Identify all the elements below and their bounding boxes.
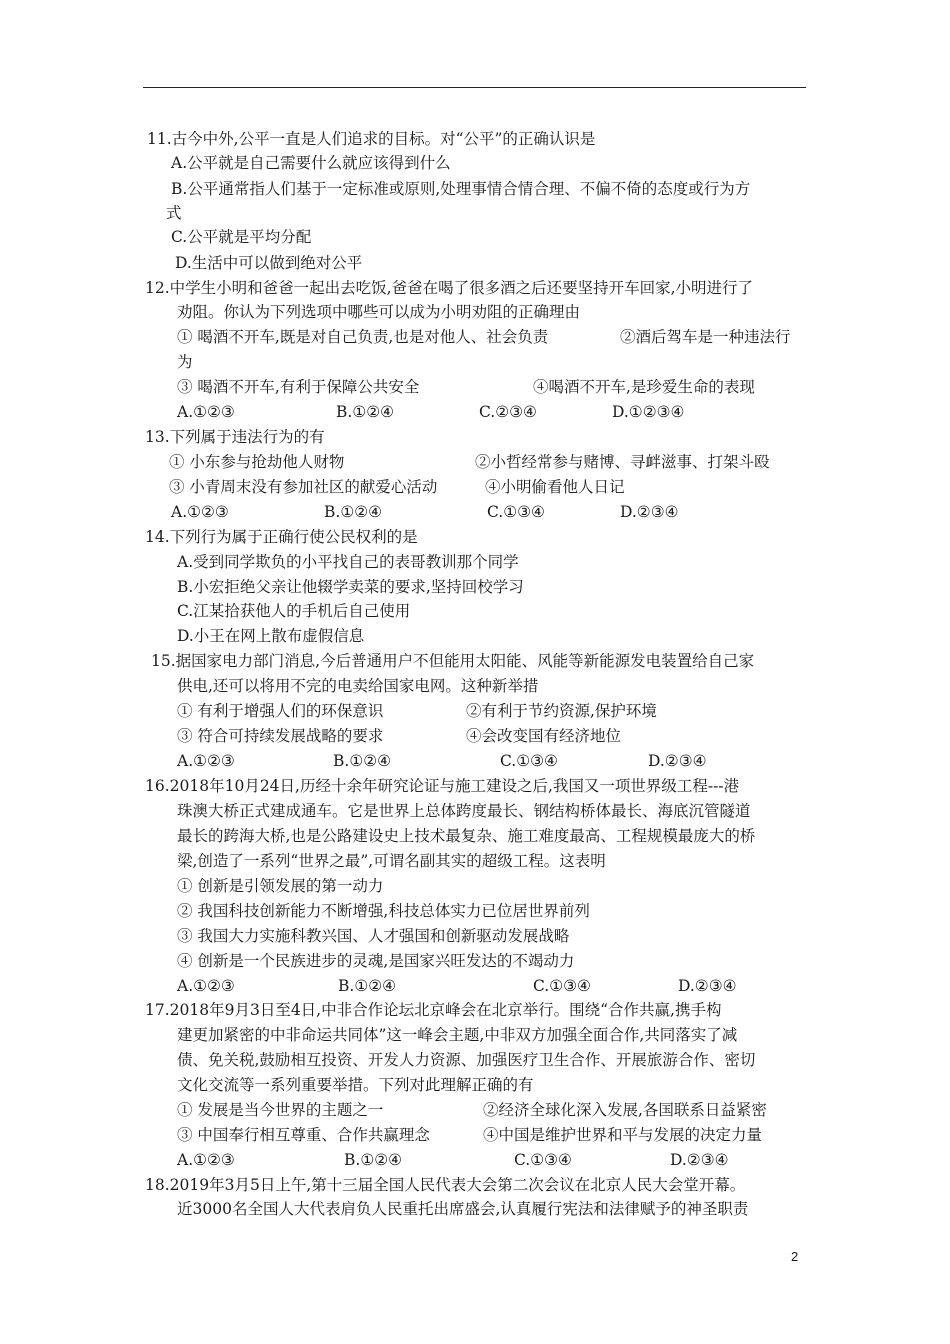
q17-statement-3: ③ 中国奉行相互尊重、合作共赢理念 — [177, 1126, 430, 1144]
q17-statement-1: ① 发展是当今世界的主题之一 — [177, 1101, 384, 1119]
q17-stem-line-2: 建更加紧密的中非命运共同体”这一峰会主题,中非双方加强全面合作,共同落实了减 — [177, 1026, 738, 1044]
q12-option-b: B.①②④ — [336, 403, 395, 421]
q17-statement-4: ④中国是维护世界和平与发展的决定力量 — [483, 1126, 763, 1144]
page-number: 2 — [791, 1249, 799, 1264]
q13-option-b: B.①②④ — [324, 503, 383, 521]
q12-stem: 12.中学生小明和爸爸一起出去吃饭,爸爸在喝了很多酒之后还要坚持开车回家,小明进行了 — [145, 279, 754, 297]
q17-stem-line-3: 债、免关税,鼓励相互投资、开发人力资源、加强医疗卫生合作、开展旅游合作、密切 — [177, 1051, 756, 1069]
q17-option-a: A.①②③ — [177, 1151, 235, 1169]
q14-option-b: B.小宏拒绝父亲让他辍学卖菜的要求,坚持回校学习 — [177, 578, 524, 596]
q16-option-c: C.①③④ — [533, 977, 591, 995]
q12-statement-4: ④喝酒不开车,是珍爱生命的表现 — [533, 378, 755, 396]
q12-statement-2-cont: 为 — [177, 353, 193, 371]
q11-option-b: B.公平通常指人们基于一定标准或原则,处理事情合情合理、不偏不倚的态度或行为方 — [171, 180, 751, 198]
q16-stem-line-4: 梁,创造了一系列“世界之最”,可谓名副其实的超级工程。这表明 — [177, 852, 606, 870]
q17-option-c: C.①③④ — [514, 1151, 572, 1169]
q18-stem-line-2: 近3000名全国人大代表肩负人民重托出席盛会,认真履行宪法和法律赋予的神圣职责 — [177, 1200, 749, 1218]
q13-option-a: A.①②③ — [171, 503, 229, 521]
q13-statement-1: ① 小东参与抢劫他人财物 — [169, 453, 345, 471]
q17-statement-2: ②经济全球化深入发展,各国联系日益紧密 — [483, 1101, 767, 1119]
q12-option-c: C.②③④ — [479, 403, 537, 421]
q15-statement-1: ① 有利于增强人们的环保意识 — [177, 702, 384, 720]
q16-statement-4: ④ 创新是一个民族进步的灵魂,是国家兴旺发达的不竭动力 — [177, 952, 575, 970]
q13-statement-3: ③ 小青周末没有参加社区的献爱心活动 — [169, 478, 438, 496]
q15-option-a: A.①②③ — [177, 752, 235, 770]
q14-option-a: A.受到同学欺负的小平找自己的表哥教训那个同学 — [177, 553, 519, 571]
q12-option-a: A.①②③ — [177, 403, 235, 421]
q15-stem-cont: 供电,还可以将用不完的电卖给国家电网。这种新举措 — [177, 677, 539, 695]
q16-statement-1: ① 创新是引领发展的第一动力 — [177, 877, 384, 895]
q16-option-a: A.①②③ — [177, 977, 235, 995]
q16-statement-2: ② 我国科技创新能力不断增强,科技总体实力已位居世界前列 — [177, 902, 590, 920]
q14-option-c: C.江某拾获他人的手机后自己使用 — [177, 602, 411, 620]
q11-option-b-cont: 式 — [166, 204, 182, 222]
q12-statement-1: ① 喝酒不开车,既是对自己负责,也是对他人、社会负责 — [177, 328, 549, 346]
q16-option-d: D.②③④ — [678, 977, 737, 995]
q17-stem: 17.2018年9月3日至4日,中非合作论坛北京峰会在北京举行。围绕“合作共赢,携手构 — [145, 1001, 722, 1019]
q13-option-d: D.②③④ — [620, 503, 679, 521]
q15-statement-2: ②有利于节约资源,保护环境 — [466, 702, 657, 720]
q12-stem-cont: 劝阻。你认为下列选项中哪些可以成为小明劝阻的正确理由 — [177, 303, 581, 321]
q16-stem-line-2: 珠澳大桥正式建成通车。它是世界上总体跨度最长、钢结构桥体最长、海底沉管隧道 — [177, 802, 751, 820]
q17-option-b: B.①②④ — [344, 1151, 403, 1169]
q17-option-d: D.②③④ — [670, 1151, 729, 1169]
q15-stem: 15.据国家电力部门消息,今后普通用户不但能用太阳能、风能等新能源发电装置给自己家 — [151, 652, 755, 670]
q11-option-d: D.生活中可以做到绝对公平 — [175, 254, 363, 272]
q13-option-c: C.①③④ — [487, 503, 545, 521]
q15-option-b: B.①②④ — [333, 752, 392, 770]
q14-option-d: D.小王在网上散布虚假信息 — [177, 627, 365, 645]
q13-stem: 13.下列属于违法行为的有 — [145, 428, 325, 446]
header-rule — [143, 87, 806, 88]
q12-statement-2: ②酒后驾车是一种违法行 — [620, 328, 791, 346]
q12-statement-3: ③ 喝酒不开车,有利于保障公共安全 — [177, 378, 420, 396]
q13-statement-4: ④小明偷看他人日记 — [485, 478, 625, 496]
q15-statement-4: ④会改变国有经济地位 — [466, 727, 622, 745]
q14-stem: 14.下列行为属于正确行使公民权利的是 — [145, 528, 418, 546]
q13-statement-2: ②小哲经常参与赌博、寻衅滋事、打架斗殴 — [475, 453, 770, 471]
q16-stem-line-3: 最长的跨海大桥,也是公路建设史上技术最复杂、施工难度最高、工程规模最庞大的桥 — [177, 827, 756, 845]
q18-stem: 18.2019年3月5日上午,第十三届全国人民代表大会第二次会议在北京人民大会堂开幕。 — [145, 1176, 746, 1194]
q15-option-c: C.①③④ — [500, 752, 558, 770]
q11-option-c: C.公平就是平均分配 — [171, 228, 312, 246]
q16-statement-3: ③ 我国大力实施科教兴国、人才强国和创新驱动发展战略 — [177, 927, 570, 945]
q11-stem: 11.古今中外,公平一直是人们追求的目标。对“公平”的正确认识是 — [147, 130, 596, 148]
q15-option-d: D.②③④ — [648, 752, 707, 770]
q12-option-d: D.①②③④ — [612, 403, 685, 421]
q11-option-a: A.公平就是自己需要什么就应该得到什么 — [171, 154, 451, 172]
q17-stem-line-4: 文化交流等一系列重要举措。下列对此理解正确的有 — [177, 1076, 534, 1094]
q16-option-b: B.①②④ — [338, 977, 397, 995]
q15-statement-3: ③ 符合可持续发展战略的要求 — [177, 727, 384, 745]
q16-stem: 16.2018年10月24日,历经十余年研究论证与施工建设之后,我国又一项世界级工程---港 — [145, 777, 740, 795]
